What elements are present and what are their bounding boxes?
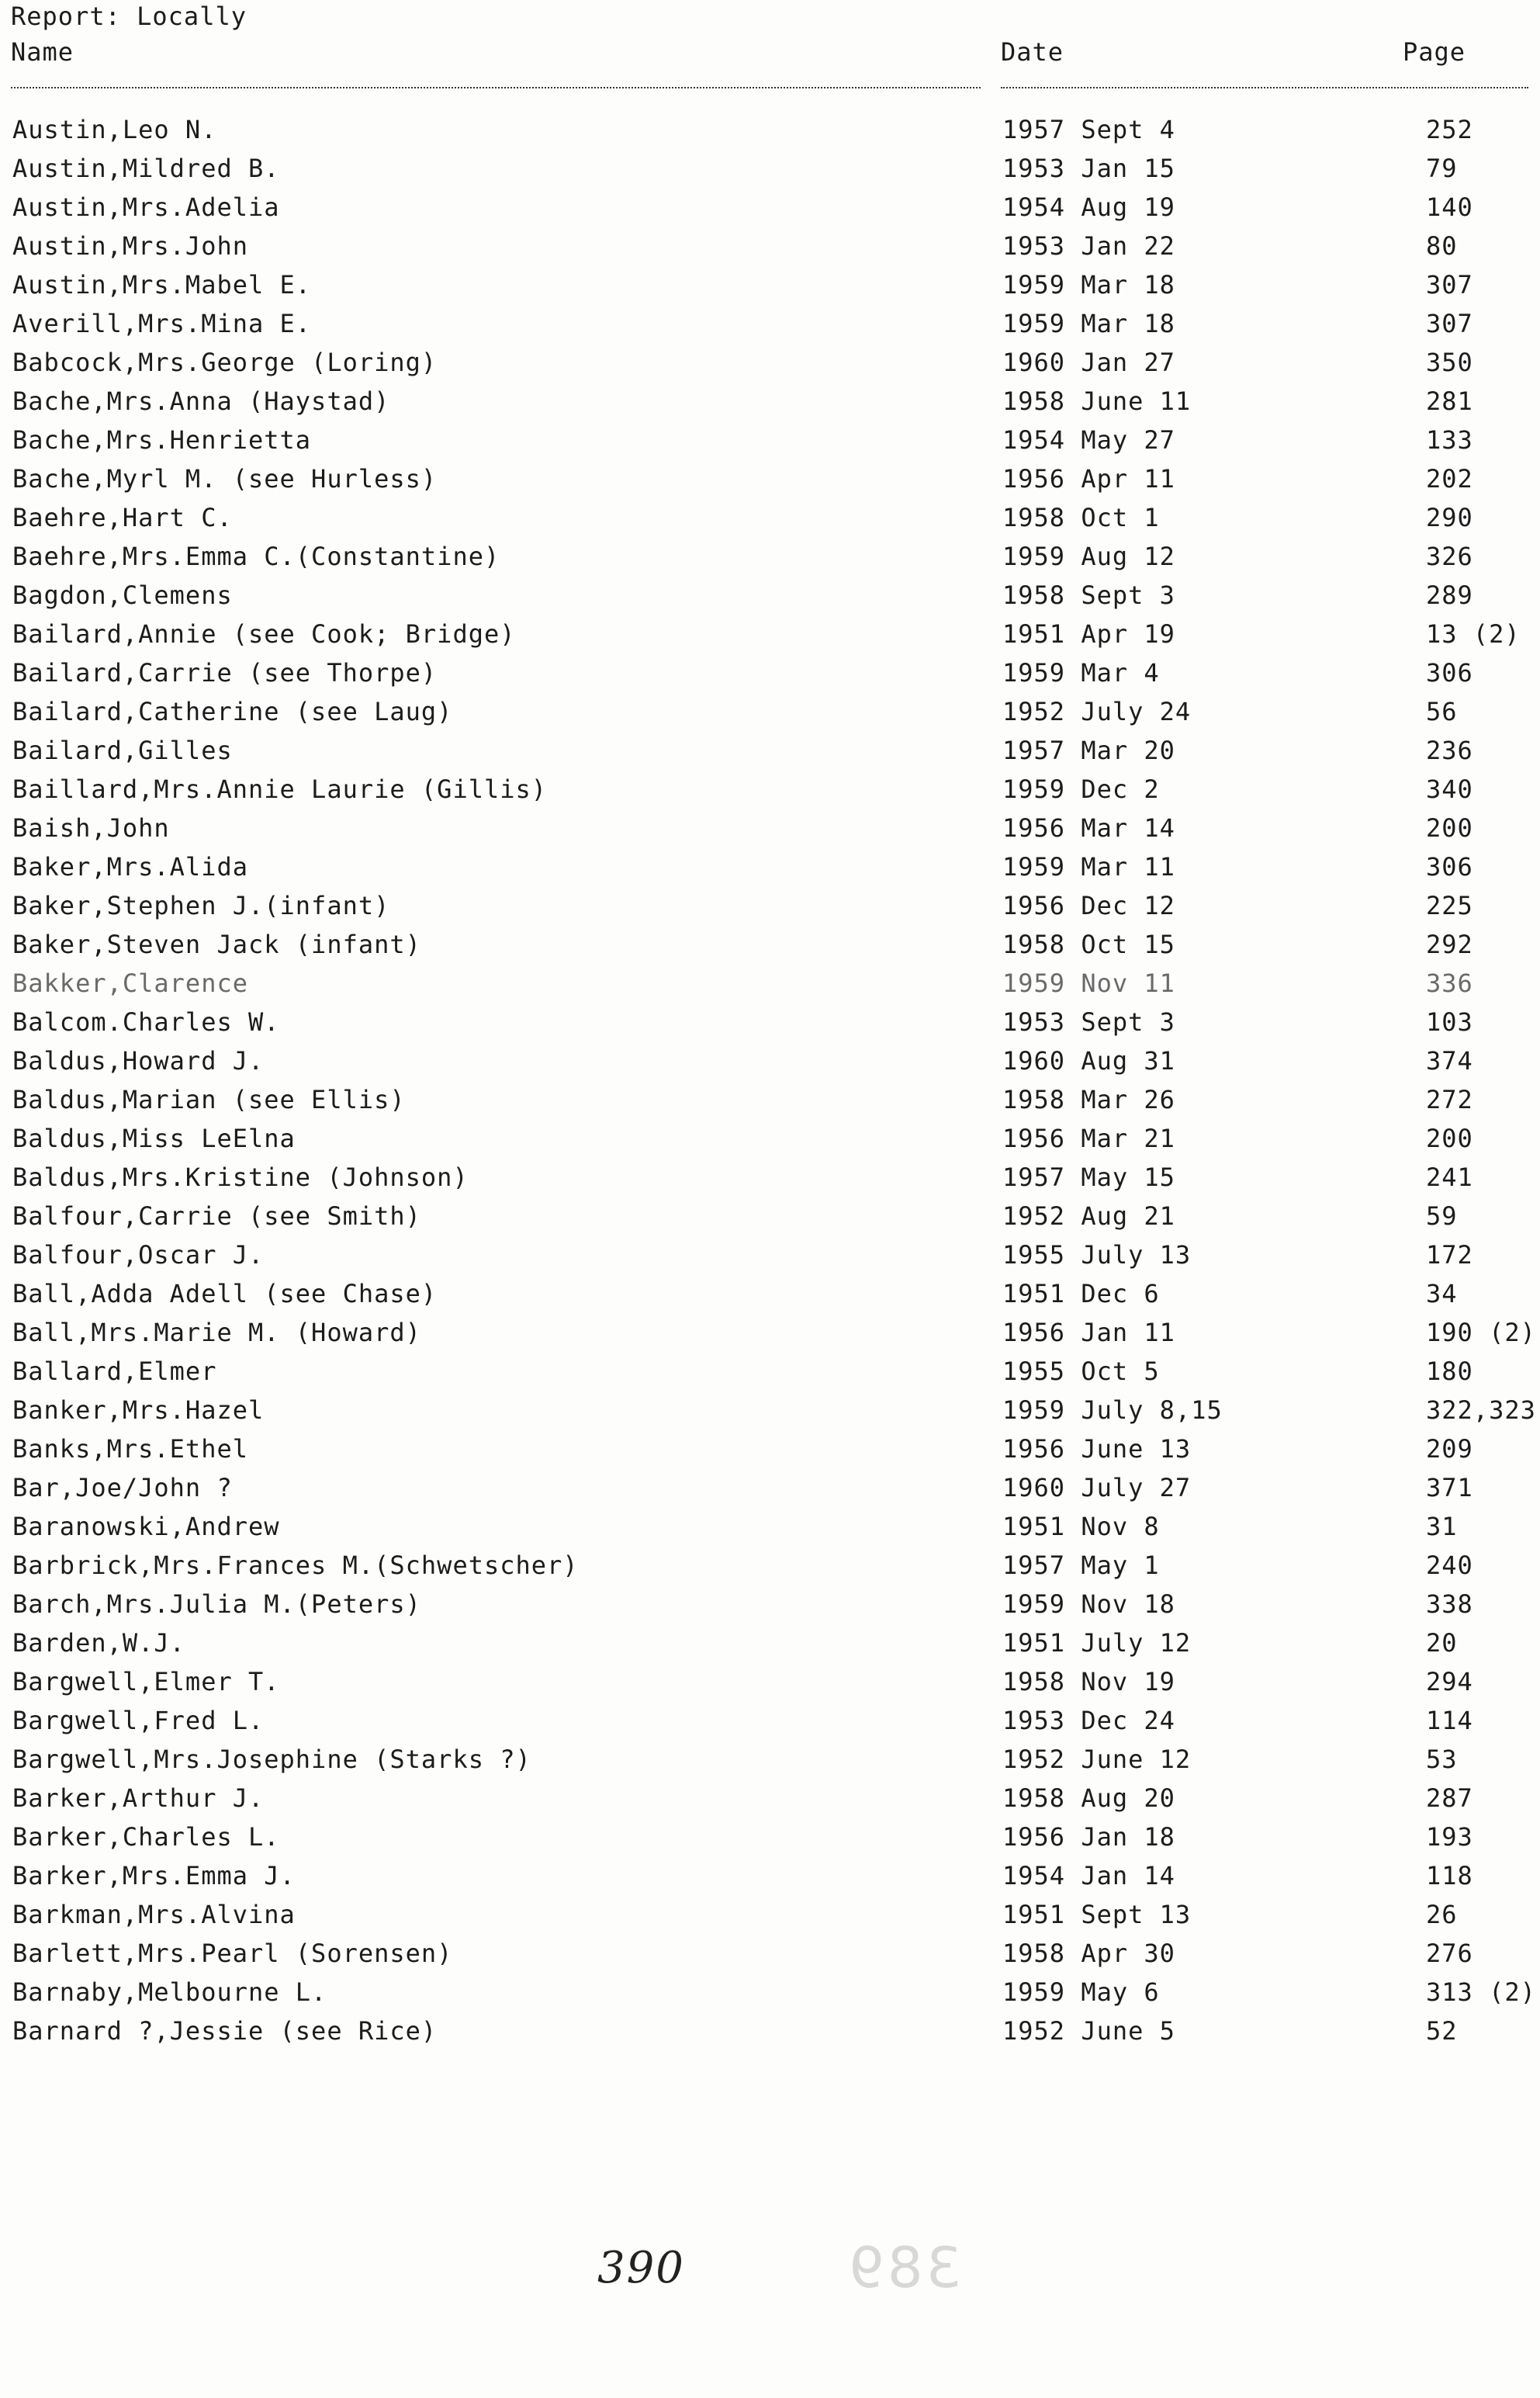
record-date: 1953 Jan 15 — [1002, 154, 1175, 183]
record-row — [0, 1783, 1540, 1822]
record-row — [0, 1124, 1540, 1163]
record-page: 350 — [1426, 348, 1473, 377]
record-page: 294 — [1426, 1667, 1473, 1696]
record-page: 133 — [1426, 425, 1473, 455]
record-row — [0, 1706, 1540, 1745]
record-row — [0, 192, 1540, 231]
record-name: Balcom.Charles W. — [12, 1007, 280, 1037]
record-name: Austin,Leo N. — [12, 115, 217, 144]
record-date: 1958 Sept 3 — [1002, 580, 1175, 610]
record-row — [0, 348, 1540, 386]
record-page: 190 (2) — [1426, 1318, 1536, 1347]
record-date: 1959 Mar 11 — [1002, 852, 1175, 882]
record-page: 292 — [1426, 930, 1473, 959]
record-page: 26 — [1426, 1900, 1458, 1929]
record-name: Averill,Mrs.Mina E. — [12, 309, 312, 338]
record-date: 1957 May 15 — [1002, 1163, 1175, 1192]
column-header-date: Date — [1001, 37, 1064, 67]
record-row — [0, 464, 1540, 503]
record-date: 1956 Jan 18 — [1002, 1822, 1175, 1852]
record-page: 336 — [1426, 969, 1473, 998]
record-row — [0, 270, 1540, 309]
record-page: 290 — [1426, 503, 1473, 532]
record-row — [0, 503, 1540, 542]
record-date: 1952 Aug 21 — [1002, 1201, 1175, 1231]
record-page: 306 — [1426, 852, 1473, 882]
record-name: Banks,Mrs.Ethel — [12, 1434, 248, 1464]
record-name: Barch,Mrs.Julia M.(Peters) — [12, 1589, 421, 1619]
record-page: 252 — [1426, 115, 1473, 144]
record-name: Barden,W.J. — [12, 1628, 185, 1658]
record-page: 281 — [1426, 386, 1473, 416]
record-name: Barkman,Mrs.Alvina — [12, 1900, 296, 1929]
column-header-page: Page — [1403, 37, 1466, 67]
record-date: 1957 Mar 20 — [1002, 736, 1175, 765]
record-row — [0, 697, 1540, 736]
record-page: 20 — [1426, 1628, 1458, 1658]
record-row — [0, 1434, 1540, 1473]
record-date: 1959 Nov 11 — [1002, 969, 1175, 998]
record-date: 1958 Oct 1 — [1002, 503, 1160, 532]
record-page: 172 — [1426, 1240, 1473, 1270]
record-date: 1960 Aug 31 — [1002, 1046, 1175, 1076]
record-page: 13 (2) — [1426, 619, 1521, 649]
record-page: 322,323 — [1426, 1395, 1536, 1425]
record-date: 1951 Dec 6 — [1002, 1279, 1160, 1308]
record-page: 193 — [1426, 1822, 1473, 1852]
record-page: 374 — [1426, 1046, 1473, 1076]
record-date: 1958 Aug 20 — [1002, 1783, 1175, 1813]
record-name: Barbrick,Mrs.Frances M.(Schwetscher) — [12, 1551, 579, 1580]
record-row — [0, 658, 1540, 697]
record-name: Baehre,Hart C. — [12, 503, 233, 532]
record-name: Bargwell,Elmer T. — [12, 1667, 280, 1696]
record-row — [0, 891, 1540, 930]
record-page: 202 — [1426, 464, 1473, 494]
record-page: 240 — [1426, 1551, 1473, 1580]
record-page: 114 — [1426, 1706, 1473, 1735]
record-date: 1959 July 8,15 — [1002, 1395, 1223, 1425]
record-name: Banker,Mrs.Hazel — [12, 1395, 265, 1425]
record-date: 1952 June 12 — [1002, 1745, 1192, 1774]
record-row — [0, 1822, 1540, 1861]
record-page: 103 — [1426, 1007, 1473, 1037]
record-page: 56 — [1426, 697, 1458, 726]
record-date: 1959 May 6 — [1002, 1977, 1160, 2007]
record-name: Bargwell,Mrs.Josephine (Starks ?) — [12, 1745, 531, 1774]
record-row — [0, 1939, 1540, 1977]
record-name: Austin,Mrs.Adelia — [12, 192, 280, 222]
record-date: 1956 Mar 14 — [1002, 813, 1175, 843]
record-name: Baker,Steven Jack (infant) — [12, 930, 421, 959]
record-name: Austin,Mrs.John — [12, 231, 248, 261]
record-name: Bar,Joe/John ? — [12, 1473, 233, 1502]
record-date: 1954 May 27 — [1002, 425, 1175, 455]
record-date: 1959 Nov 18 — [1002, 1589, 1175, 1619]
record-name: Bakker,Clarence — [12, 969, 248, 998]
record-row — [0, 580, 1540, 619]
record-date: 1956 June 13 — [1002, 1434, 1192, 1464]
record-page: 34 — [1426, 1279, 1458, 1308]
record-row — [0, 1473, 1540, 1512]
record-row — [0, 1667, 1540, 1706]
record-row — [0, 386, 1540, 425]
record-name: Bache,Mrs.Anna (Haystad) — [12, 386, 390, 416]
record-name: Bailard,Catherine (see Laug) — [12, 697, 453, 726]
record-page: 80 — [1426, 231, 1458, 261]
report-title: Report: Locally — [11, 2, 247, 31]
record-page: 338 — [1426, 1589, 1473, 1619]
record-page: 52 — [1426, 2016, 1458, 2046]
record-list — [0, 115, 1540, 2055]
record-page: 307 — [1426, 270, 1473, 300]
record-date: 1951 Sept 13 — [1002, 1900, 1192, 1929]
record-name: Baehre,Mrs.Emma C.(Constantine) — [12, 542, 500, 571]
record-row — [0, 1163, 1540, 1201]
record-row — [0, 1589, 1540, 1628]
record-row — [0, 1861, 1540, 1900]
record-row — [0, 1551, 1540, 1589]
record-date: 1959 Dec 2 — [1002, 774, 1160, 804]
record-name: Bagdon,Clemens — [12, 580, 233, 610]
record-date: 1956 Dec 12 — [1002, 891, 1175, 920]
record-row — [0, 1279, 1540, 1318]
record-name: Balfour,Oscar J. — [12, 1240, 265, 1270]
record-date: 1953 Sept 3 — [1002, 1007, 1175, 1037]
record-date: 1958 Nov 19 — [1002, 1667, 1175, 1696]
record-name: Barker,Charles L. — [12, 1822, 280, 1852]
record-row — [0, 1007, 1540, 1046]
record-date: 1951 July 12 — [1002, 1628, 1192, 1658]
record-date: 1958 Oct 15 — [1002, 930, 1175, 959]
record-name: Baker,Stephen J.(infant) — [12, 891, 390, 920]
record-page: 118 — [1426, 1861, 1473, 1890]
record-page: 313 (2) — [1426, 1977, 1536, 2007]
record-name: Bailard,Annie (see Cook; Bridge) — [12, 619, 516, 649]
record-date: 1958 Mar 26 — [1002, 1085, 1175, 1114]
record-row — [0, 969, 1540, 1007]
record-name: Baldus,Miss LeElna — [12, 1124, 296, 1153]
record-page: 200 — [1426, 1124, 1473, 1153]
record-row — [0, 813, 1540, 852]
column-header-name: Name — [11, 37, 74, 67]
record-page: 272 — [1426, 1085, 1473, 1114]
record-row — [0, 231, 1540, 270]
record-page: 140 — [1426, 192, 1473, 222]
record-name: Bailard,Carrie (see Thorpe) — [12, 658, 438, 688]
record-date: 1953 Dec 24 — [1002, 1706, 1175, 1735]
record-name: Baker,Mrs.Alida — [12, 852, 248, 882]
page-number: 390 — [597, 2243, 685, 2293]
record-page: 59 — [1426, 1201, 1458, 1231]
record-date: 1951 Nov 8 — [1002, 1512, 1160, 1541]
record-name: Barker,Mrs.Emma J. — [12, 1861, 296, 1890]
record-name: Barnard ?,Jessie (see Rice) — [12, 2016, 438, 2046]
record-name: Baillard,Mrs.Annie Laurie (Gillis) — [12, 774, 548, 804]
record-page: 79 — [1426, 154, 1458, 183]
record-date: 1960 Jan 27 — [1002, 348, 1175, 377]
record-name: Bache,Myrl M. (see Hurless) — [12, 464, 438, 494]
record-date: 1953 Jan 22 — [1002, 231, 1175, 261]
record-row — [0, 1318, 1540, 1357]
record-date: 1959 Mar 18 — [1002, 270, 1175, 300]
record-date: 1959 Aug 12 — [1002, 542, 1175, 571]
record-page: 31 — [1426, 1512, 1458, 1541]
record-page: 276 — [1426, 1939, 1473, 1968]
record-page: 306 — [1426, 658, 1473, 688]
record-date: 1954 Jan 14 — [1002, 1861, 1175, 1890]
record-date: 1959 Mar 4 — [1002, 658, 1160, 688]
record-name: Bargwell,Fred L. — [12, 1706, 265, 1735]
record-date: 1958 June 11 — [1002, 386, 1192, 416]
record-name: Ballard,Elmer — [12, 1357, 217, 1386]
record-page: 307 — [1426, 309, 1473, 338]
record-name: Barlett,Mrs.Pearl (Sorensen) — [12, 1939, 453, 1968]
record-page: 53 — [1426, 1745, 1458, 1774]
record-name: Ball,Adda Adell (see Chase) — [12, 1279, 438, 1308]
record-page: 371 — [1426, 1473, 1473, 1502]
record-name: Ball,Mrs.Marie M. (Howard) — [12, 1318, 421, 1347]
record-row — [0, 2016, 1540, 2055]
record-name: Austin,Mrs.Mabel E. — [12, 270, 312, 300]
record-name: Baldus,Marian (see Ellis) — [12, 1085, 406, 1114]
record-row — [0, 1745, 1540, 1783]
record-name: Babcock,Mrs.George (Loring) — [12, 348, 438, 377]
record-row — [0, 1977, 1540, 2016]
record-date: 1956 Jan 11 — [1002, 1318, 1175, 1347]
record-row — [0, 309, 1540, 348]
record-row — [0, 1512, 1540, 1551]
record-row — [0, 115, 1540, 154]
record-page: 340 — [1426, 774, 1473, 804]
record-page: 209 — [1426, 1434, 1473, 1464]
record-date: 1955 July 13 — [1002, 1240, 1192, 1270]
record-date: 1952 June 5 — [1002, 2016, 1175, 2046]
record-date: 1952 July 24 — [1002, 697, 1192, 726]
record-row — [0, 1240, 1540, 1279]
record-name: Balfour,Carrie (see Smith) — [12, 1201, 421, 1231]
record-row — [0, 1201, 1540, 1240]
record-page: 180 — [1426, 1357, 1473, 1386]
record-row — [0, 1085, 1540, 1124]
record-name: Bailard,Gilles — [12, 736, 233, 765]
record-name: Baldus,Mrs.Kristine (Johnson) — [12, 1163, 469, 1192]
record-date: 1955 Oct 5 — [1002, 1357, 1160, 1386]
record-row — [0, 619, 1540, 658]
record-name: Bache,Mrs.Henrietta — [12, 425, 312, 455]
bleed-through-page-number: 389 — [846, 2235, 962, 2300]
record-page: 236 — [1426, 736, 1473, 765]
record-name: Barker,Arthur J. — [12, 1783, 265, 1813]
record-name: Baldus,Howard J. — [12, 1046, 265, 1076]
record-page: 200 — [1426, 813, 1473, 843]
record-date: 1957 Sept 4 — [1002, 115, 1175, 144]
record-row — [0, 1900, 1540, 1939]
record-date: 1960 July 27 — [1002, 1473, 1192, 1502]
record-row — [0, 1046, 1540, 1085]
record-page: 225 — [1426, 891, 1473, 920]
record-name: Barnaby,Melbourne L. — [12, 1977, 327, 2007]
record-row — [0, 736, 1540, 774]
record-row — [0, 1628, 1540, 1667]
record-page: 287 — [1426, 1783, 1473, 1813]
record-name: Baish,John — [12, 813, 170, 843]
record-name: Baranowski,Andrew — [12, 1512, 280, 1541]
record-date: 1959 Mar 18 — [1002, 309, 1175, 338]
record-row — [0, 1357, 1540, 1395]
record-row — [0, 154, 1540, 192]
record-row — [0, 425, 1540, 464]
record-date: 1958 Apr 30 — [1002, 1939, 1175, 1968]
record-page: 241 — [1426, 1163, 1473, 1192]
record-row — [0, 930, 1540, 969]
record-page: 326 — [1426, 542, 1473, 571]
record-row — [0, 542, 1540, 580]
record-date: 1954 Aug 19 — [1002, 192, 1175, 222]
header-divider-right — [1001, 87, 1528, 88]
record-row — [0, 852, 1540, 891]
record-date: 1956 Apr 11 — [1002, 464, 1175, 494]
record-row — [0, 774, 1540, 813]
header-divider-left — [11, 87, 981, 88]
record-page: 289 — [1426, 580, 1473, 610]
record-name: Austin,Mildred B. — [12, 154, 280, 183]
record-row — [0, 1395, 1540, 1434]
record-date: 1951 Apr 19 — [1002, 619, 1175, 649]
record-date: 1957 May 1 — [1002, 1551, 1160, 1580]
record-date: 1956 Mar 21 — [1002, 1124, 1175, 1153]
